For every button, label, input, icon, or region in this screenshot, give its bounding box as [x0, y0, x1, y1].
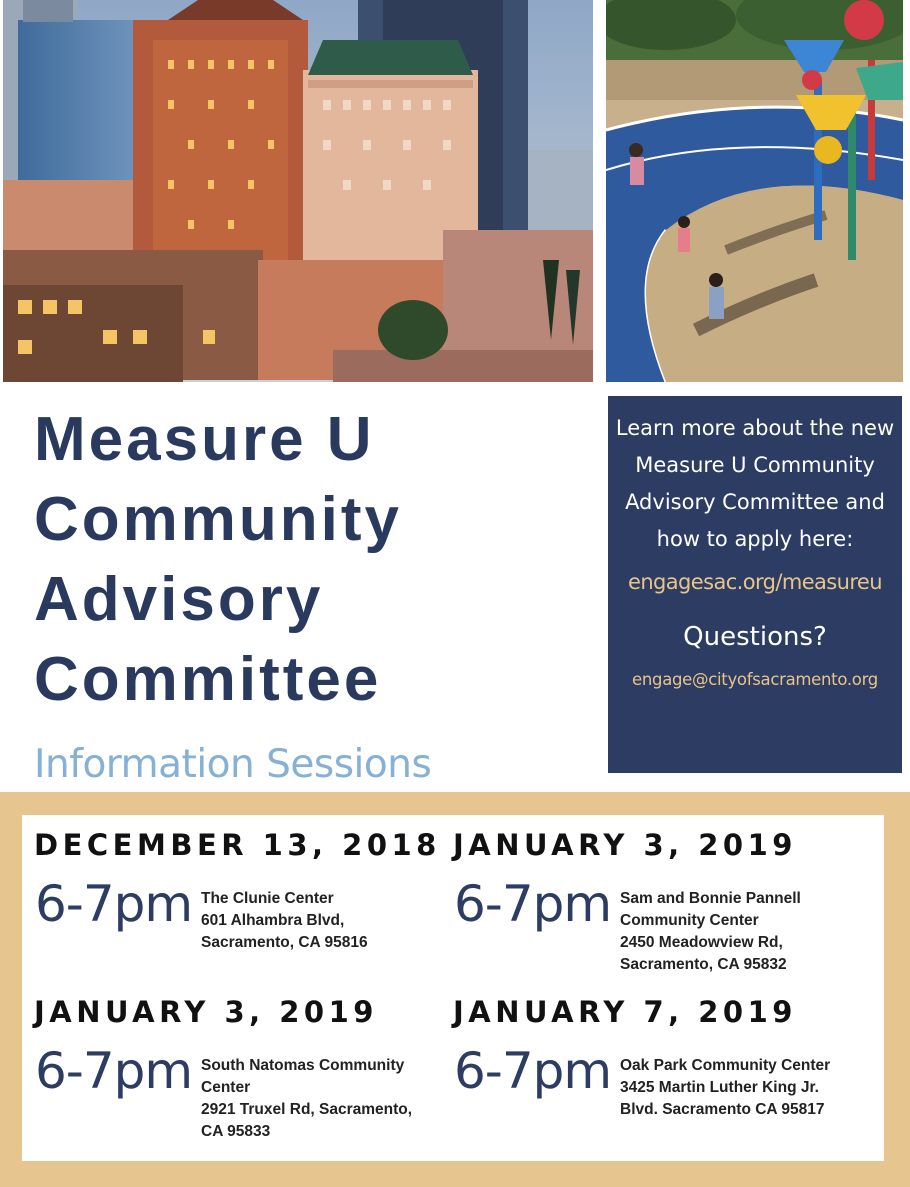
- location-line: South Natomas Community: [201, 1057, 405, 1074]
- location-line: Sacramento, CA 95816: [201, 934, 368, 951]
- location-line: 2921 Truxel Rd, Sacramento,: [201, 1101, 413, 1118]
- location-line: 2450 Meadowview Rd,: [620, 934, 783, 951]
- session-date: JANUARY 3, 2019: [34, 995, 378, 1029]
- info-learn-text: Learn more about the new Measure U Community Advisory Committee and how to apply here:: [615, 416, 895, 551]
- downtown-sacramento-photo: [3, 0, 593, 382]
- location-line: CA 95833: [201, 1123, 271, 1140]
- location-line: Blvd. Sacramento CA 95817: [620, 1101, 825, 1118]
- questions-heading: Questions?: [683, 622, 827, 652]
- session-time: 6-7pm: [35, 1042, 193, 1100]
- location-line: The Clunie Center: [201, 890, 334, 907]
- page-title: [34, 400, 594, 720]
- location-line: Oak Park Community Center: [620, 1057, 831, 1074]
- location-line: Sacramento, CA 95832: [620, 956, 787, 973]
- info-box: [608, 396, 902, 773]
- session-time: 6-7pm: [35, 875, 193, 933]
- session-time: 6-7pm: [454, 875, 612, 933]
- session-location: [620, 1055, 872, 1121]
- location-line: 601 Alhambra Blvd,: [201, 912, 345, 929]
- location-line: Center: [201, 1079, 251, 1096]
- title-line-4: Committee: [34, 645, 382, 714]
- session-date: JANUARY 7, 2019: [453, 995, 797, 1029]
- session-date: DECEMBER 13, 2018: [34, 828, 441, 862]
- playground-photo: [606, 0, 903, 382]
- title-line-1: Measure U: [34, 405, 375, 474]
- contact-email-link[interactable]: engage@cityofsacramento.org: [632, 670, 878, 689]
- session-date: JANUARY 3, 2019: [453, 828, 797, 862]
- engagesac-link[interactable]: engagesac.org/measureu: [628, 570, 882, 594]
- location-line: Sam and Bonnie Pannell: [620, 890, 801, 907]
- title-line-2: Community: [34, 485, 402, 554]
- location-line: Community Center: [620, 912, 759, 929]
- location-line: 3425 Martin Luther King Jr.: [620, 1079, 819, 1096]
- session-location: [620, 888, 872, 976]
- subtitle: Information Sessions: [34, 742, 432, 787]
- title-line-3: Advisory: [34, 565, 324, 634]
- session-location: [201, 888, 453, 954]
- session-location: [201, 1055, 453, 1143]
- session-time: 6-7pm: [454, 1042, 612, 1100]
